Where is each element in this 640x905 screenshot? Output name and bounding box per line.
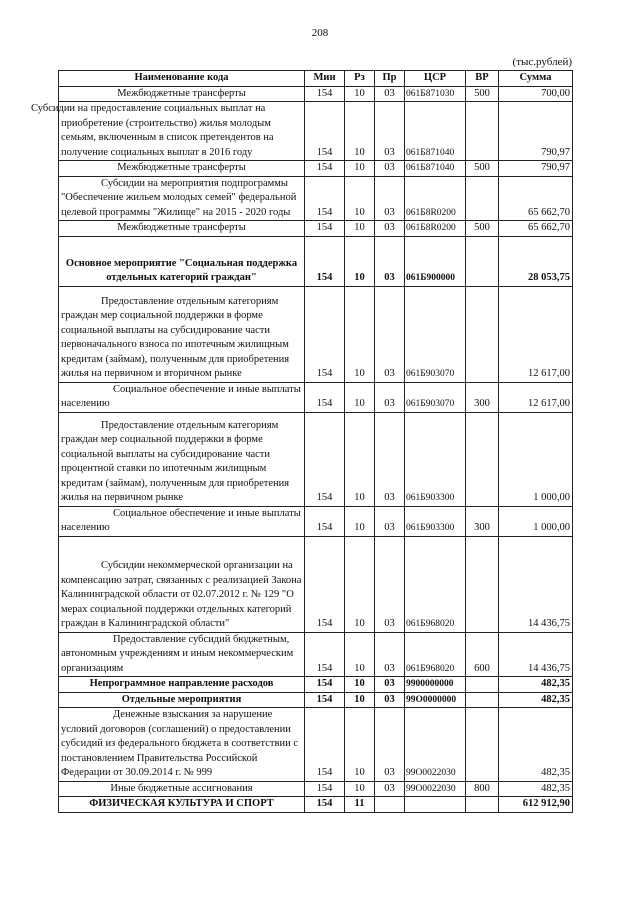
row-csr: 061Б871030 <box>405 86 466 102</box>
row-rz: 10 <box>345 632 375 677</box>
row-vr <box>466 236 499 286</box>
row-name: Непрограммное направление расходов <box>59 677 305 693</box>
row-min: 154 <box>305 286 345 382</box>
table-row <box>59 692 573 708</box>
row-min: 154 <box>305 781 345 797</box>
table-row <box>59 506 573 536</box>
row-vr <box>466 102 499 161</box>
row-vr: 500 <box>466 161 499 177</box>
table-header-row <box>59 71 573 87</box>
units-label: (тыс.рублей) <box>512 56 572 68</box>
row-vr: 300 <box>466 506 499 536</box>
row-sum: 65 662,70 <box>499 176 573 221</box>
header-min: Мин <box>305 71 345 87</box>
row-pr: 03 <box>375 102 405 161</box>
row-sum: 700,00 <box>499 86 573 102</box>
row-rz: 10 <box>345 102 375 161</box>
row-name: Денежные взыскания за нарушение условий договоров (соглашений) о предоставлении субсидий из федерального бюджета в соответствии с постановлением Правительства Российской Федерации от 30.09.2014 г. № 999 <box>59 708 305 782</box>
row-min: 154 <box>305 536 345 632</box>
row-vr <box>466 677 499 693</box>
row-name: Предоставление субсидий бюджетным, автономным учреждениям и иным некоммерческим организациям <box>59 632 305 677</box>
row-sum: 612 912,90 <box>499 797 573 813</box>
table-row <box>59 708 573 782</box>
header-name: Наименование кода <box>59 71 305 87</box>
row-csr: 99О0000000 <box>405 692 466 708</box>
row-rz: 10 <box>345 708 375 782</box>
row-vr <box>466 708 499 782</box>
row-rz: 10 <box>345 677 375 693</box>
row-pr: 03 <box>375 781 405 797</box>
row-min: 154 <box>305 236 345 286</box>
row-name: Предоставление отдельным категориям граждан мер социальной поддержки в форме социальной выплаты на субсидирование части первоначального взноса по ипотечным жилищным кредитам (займам), полученным для приобретения жилья на первичном и вторичном рынке <box>59 286 305 382</box>
table-row <box>59 412 573 506</box>
row-name: Социальное обеспечение и иные выплаты населению <box>59 506 305 536</box>
row-pr: 03 <box>375 708 405 782</box>
row-rz: 10 <box>345 412 375 506</box>
row-rz: 10 <box>345 221 375 237</box>
row-vr: 500 <box>466 86 499 102</box>
row-csr: 061Б903300 <box>405 506 466 536</box>
table-row <box>59 797 573 813</box>
row-vr <box>466 797 499 813</box>
row-name: Межбюджетные трансферты <box>59 161 305 177</box>
row-vr <box>466 536 499 632</box>
table-row <box>59 632 573 677</box>
row-vr: 500 <box>466 221 499 237</box>
row-sum: 12 617,00 <box>499 286 573 382</box>
row-pr: 03 <box>375 632 405 677</box>
row-pr: 03 <box>375 86 405 102</box>
row-rz: 10 <box>345 382 375 412</box>
row-sum: 65 662,70 <box>499 221 573 237</box>
table-row <box>59 382 573 412</box>
row-csr: 061Б903300 <box>405 412 466 506</box>
row-csr: 061Б8R0200 <box>405 221 466 237</box>
row-rz: 10 <box>345 536 375 632</box>
row-pr: 03 <box>375 506 405 536</box>
row-pr: 03 <box>375 161 405 177</box>
row-name: Субсидии некоммерческой организации на компенсацию затрат, связанных с реализацией Закона Калининградской области от 02.07.2012 г. № 129 "О мерах социальной поддержки отдельных категорий граждан в Калининградской области" <box>59 536 305 632</box>
row-rz: 10 <box>345 176 375 221</box>
row-sum: 1 000,00 <box>499 412 573 506</box>
row-rz: 10 <box>345 692 375 708</box>
row-pr: 03 <box>375 382 405 412</box>
table-row <box>59 677 573 693</box>
row-csr: 061Б968020 <box>405 536 466 632</box>
row-pr: 03 <box>375 236 405 286</box>
row-name: Межбюджетные трансферты <box>59 221 305 237</box>
row-csr: 061Б903070 <box>405 382 466 412</box>
row-min: 154 <box>305 692 345 708</box>
row-min: 154 <box>305 221 345 237</box>
row-min: 154 <box>305 632 345 677</box>
table-row <box>59 236 573 286</box>
row-sum: 482,35 <box>499 692 573 708</box>
row-min: 154 <box>305 176 345 221</box>
header-pr: Пр <box>375 71 405 87</box>
row-min: 154 <box>305 86 345 102</box>
page-number: 208 <box>311 27 329 39</box>
row-pr: 03 <box>375 176 405 221</box>
row-rz: 10 <box>345 781 375 797</box>
row-min: 154 <box>305 161 345 177</box>
row-sum: 1 000,00 <box>499 506 573 536</box>
row-sum: 14 436,75 <box>499 632 573 677</box>
row-name: Субсидии на предоставление социальных выплат на приобретение (строительство) жилья молодым семьям, включенным в список претендентов на получение социальных выплат в 2016 году <box>59 102 305 161</box>
row-sum: 28 053,75 <box>499 236 573 286</box>
row-sum: 790,97 <box>499 102 573 161</box>
row-sum: 14 436,75 <box>499 536 573 632</box>
row-vr <box>466 692 499 708</box>
row-sum: 482,35 <box>499 708 573 782</box>
row-sum: 482,35 <box>499 781 573 797</box>
row-vr <box>466 286 499 382</box>
row-rz: 10 <box>345 236 375 286</box>
row-min: 154 <box>305 797 345 813</box>
row-csr: 061Б871040 <box>405 102 466 161</box>
row-pr: 03 <box>375 677 405 693</box>
row-pr: 03 <box>375 221 405 237</box>
row-csr: 061Б968020 <box>405 632 466 677</box>
header-sum: Сумма <box>499 71 573 87</box>
row-sum: 12 617,00 <box>499 382 573 412</box>
row-name: Основное мероприятие "Социальная поддержка отдельных категорий граждан" <box>59 236 305 286</box>
row-name: Межбюджетные трансферты <box>59 86 305 102</box>
row-name: Предоставление отдельным категориям граждан мер социальной поддержки в форме социальной выплаты на субсидирование части процентной ставки по ипотечным жилищным кредитам (займам), полученным для приобретения жилья на первичном рынке <box>59 412 305 506</box>
row-csr: 061Б900000 <box>405 236 466 286</box>
table-row <box>59 86 573 102</box>
row-min: 154 <box>305 708 345 782</box>
row-rz: 10 <box>345 161 375 177</box>
row-name: Субсидии на мероприятия подпрограммы "Обеспечение жильем молодых семей" федеральной целевой программы "Жилище" на 2015 - 2020 годы <box>59 176 305 221</box>
table-row <box>59 286 573 382</box>
row-min: 154 <box>305 382 345 412</box>
row-csr: 9900000000 <box>405 677 466 693</box>
header-csr: ЦСР <box>405 71 466 87</box>
row-min: 154 <box>305 677 345 693</box>
table-row <box>59 102 573 161</box>
row-csr: 061Б8R0200 <box>405 176 466 221</box>
row-name: Иные бюджетные ассигнования <box>59 781 305 797</box>
row-vr <box>466 176 499 221</box>
row-csr: 061Б871040 <box>405 161 466 177</box>
row-rz: 10 <box>345 286 375 382</box>
table-row <box>59 176 573 221</box>
row-min: 154 <box>305 102 345 161</box>
row-name: Отдельные мероприятия <box>59 692 305 708</box>
header-rz: Рз <box>345 71 375 87</box>
row-name: Социальное обеспечение и иные выплаты населению <box>59 382 305 412</box>
row-pr: 03 <box>375 286 405 382</box>
header-vr: ВР <box>466 71 499 87</box>
row-rz: 10 <box>345 86 375 102</box>
row-sum: 790,97 <box>499 161 573 177</box>
row-csr: 99О0022030 <box>405 708 466 782</box>
row-vr: 600 <box>466 632 499 677</box>
row-csr: 99О0022030 <box>405 781 466 797</box>
row-name: ФИЗИЧЕСКАЯ КУЛЬТУРА И СПОРТ <box>59 797 305 813</box>
row-pr: 03 <box>375 692 405 708</box>
row-rz: 11 <box>345 797 375 813</box>
row-min: 154 <box>305 506 345 536</box>
row-vr: 300 <box>466 382 499 412</box>
row-pr: 03 <box>375 536 405 632</box>
row-sum: 482,35 <box>499 677 573 693</box>
table-row <box>59 536 573 632</box>
row-pr: 03 <box>375 412 405 506</box>
table-row <box>59 221 573 237</box>
row-csr <box>405 797 466 813</box>
row-min: 154 <box>305 412 345 506</box>
row-vr <box>466 412 499 506</box>
budget-table <box>31 70 573 813</box>
row-vr: 800 <box>466 781 499 797</box>
row-pr <box>375 797 405 813</box>
table-row <box>59 161 573 177</box>
table-row <box>59 781 573 797</box>
row-rz: 10 <box>345 506 375 536</box>
row-csr: 061Б903070 <box>405 286 466 382</box>
